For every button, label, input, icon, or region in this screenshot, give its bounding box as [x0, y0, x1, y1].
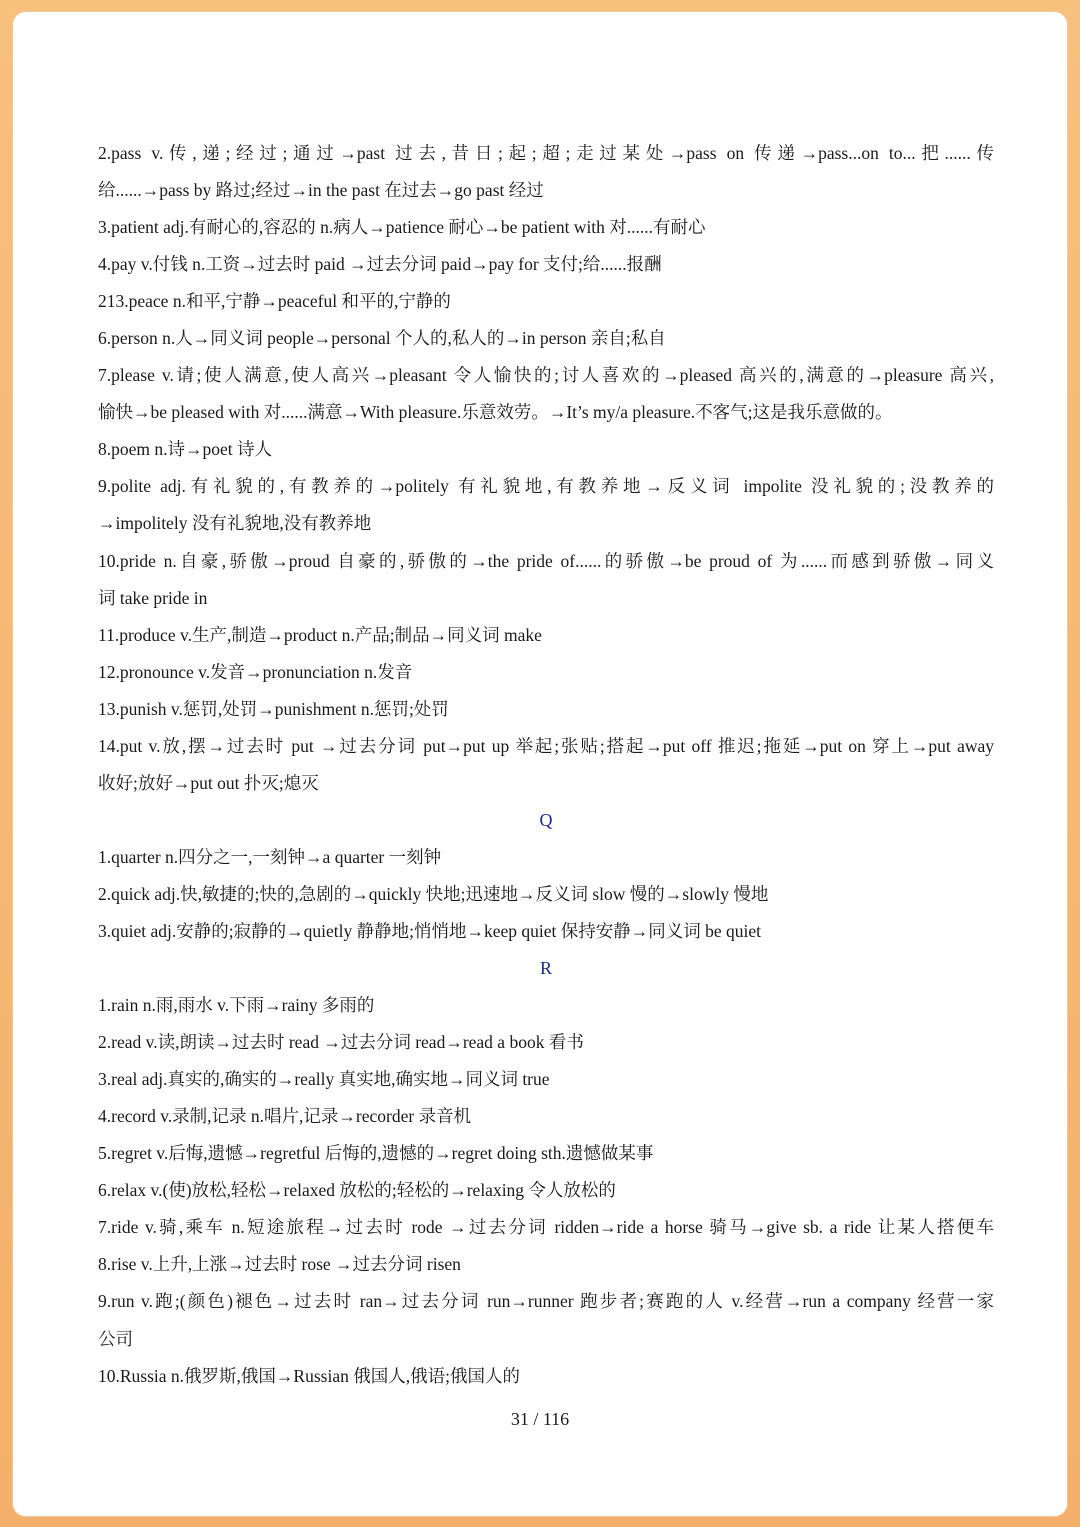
vocab-line: 12.pronounce v.发音→pronunciation n.发音: [98, 661, 413, 682]
vocab-line: 3.real adj.真实的,确实的→really 真实地,确实地→同义词 true: [98, 1069, 550, 1090]
vocab-line: 愉快→be pleased with 对......满意→With pleasure.乐意效劳。→It’s my/a pleasure.不客气;这是我乐意做的。: [98, 402, 893, 423]
vocab-line: 7.ride v.骑,乘车 n.短途旅程→过去时 rode →过去分词 ridden→ride a horse 骑马→give sb. a ride 让某人搭便车: [98, 1217, 994, 1238]
vocab-line: 5.regret v.后悔,遗憾→regretful 后悔的,遗憾的→regret doing sth.遗憾做某事: [98, 1143, 654, 1164]
section-letter: Q: [539, 809, 553, 830]
vocab-line: 4.pay v.付钱 n.工资→过去时 paid →过去分词 paid→pay for 支付;给......报酬: [98, 254, 662, 275]
document-page: [12, 11, 1068, 1517]
vocab-line: 11.produce v.生产,制造→product n.产品;制品→同义词 make: [98, 624, 542, 645]
vocab-line: 8.poem n.诗→poet 诗人: [98, 439, 273, 460]
vocab-line: 14.put v.放,摆→过去时 put →过去分词 put→put up 举起;张贴;搭起→put off 推迟;拖延→put on 穿上→put away: [98, 735, 994, 756]
vocab-line: 6.person n.人→同义词 people→personal 个人的,私人的→in person 亲自;私自: [98, 328, 666, 349]
vocab-line: 6.relax v.(使)放松,轻松→relaxed 放松的;轻松的→relaxing 令人放松的: [98, 1180, 616, 1201]
vocab-line: 13.punish v.惩罚,处罚→punishment n.惩罚;处罚: [98, 698, 449, 719]
vocab-line: 10.pride n.自豪,骄傲→proud 自豪的,骄傲的→the pride of......的骄傲→be proud of 为......而感到骄傲→同义: [98, 550, 994, 571]
vocab-line: 给......→pass by 路过;经过→in the past 在过去→go past 经过: [98, 180, 544, 201]
vocabulary-list: [98, 135, 994, 1395]
vocab-line: 2.read v.读,朗读→过去时 read →过去分词 read→read a book 看书: [98, 1032, 584, 1053]
vocab-line: 213.peace n.和平,宁静→peaceful 和平的,宁静的: [98, 291, 451, 312]
vocab-line: 公司: [98, 1328, 133, 1349]
vocab-line: 3.quiet adj.安静的;寂静的→quietly 静静地;悄悄地→keep quiet 保持安静→同义词 be quiet: [98, 920, 761, 941]
vocab-line: 词 take pride in: [98, 587, 208, 608]
vocab-line: 4.record v.录制,记录 n.唱片,记录→recorder 录音机: [98, 1106, 472, 1127]
vocab-line: 2.quick adj.快,敏捷的;快的,急剧的→quickly 快地;迅速地→反义词 slow 慢的→slowly 慢地: [98, 883, 769, 904]
section-letter: R: [539, 958, 552, 979]
vocab-line: 2.pass v.传,递;经过;通过→past 过去,昔日;起;超;走过某处→pass on 传递→pass...on to...把......传: [98, 143, 994, 163]
page-number: 31 / 116: [510, 1409, 570, 1429]
vocab-line: 9.run v.跑;(颜色)褪色→过去时 ran→过去分词 run→runner 跑步者;赛跑的人 v.经营→run a company 经营一家: [98, 1291, 994, 1312]
vocab-line: 10.Russia n.俄罗斯,俄国→Russian 俄国人,俄语;俄国人的: [98, 1365, 520, 1386]
vocab-line: 1.quarter n.四分之一,一刻钟→a quarter 一刻钟: [98, 846, 442, 867]
vocab-line: 3.patient adj.有耐心的,容忍的 n.病人→patience 耐心→be patient with 对......有耐心: [98, 217, 706, 238]
vocab-line: 9.polite adj.有礼貌的,有教养的→politely 有礼貌地,有教养地→反义词 impolite 没礼貌的;没教养的: [98, 476, 994, 497]
vocab-line: 8.rise v.上升,上涨→过去时 rose →过去分词 risen: [98, 1254, 461, 1275]
vocab-line: 7.please v.请;使人满意,使人高兴→pleasant 令人愉快的;讨人喜欢的→pleased 高兴的,满意的→pleasure 高兴,: [98, 365, 994, 386]
vocab-line: 收好;放好→put out 扑灭;熄灭: [98, 772, 319, 793]
vocab-line: →impolitely 没有礼貌地,没有教养地: [98, 513, 372, 534]
vocab-line: 1.rain n.雨,雨水 v.下雨→rainy 多雨的: [98, 995, 375, 1016]
